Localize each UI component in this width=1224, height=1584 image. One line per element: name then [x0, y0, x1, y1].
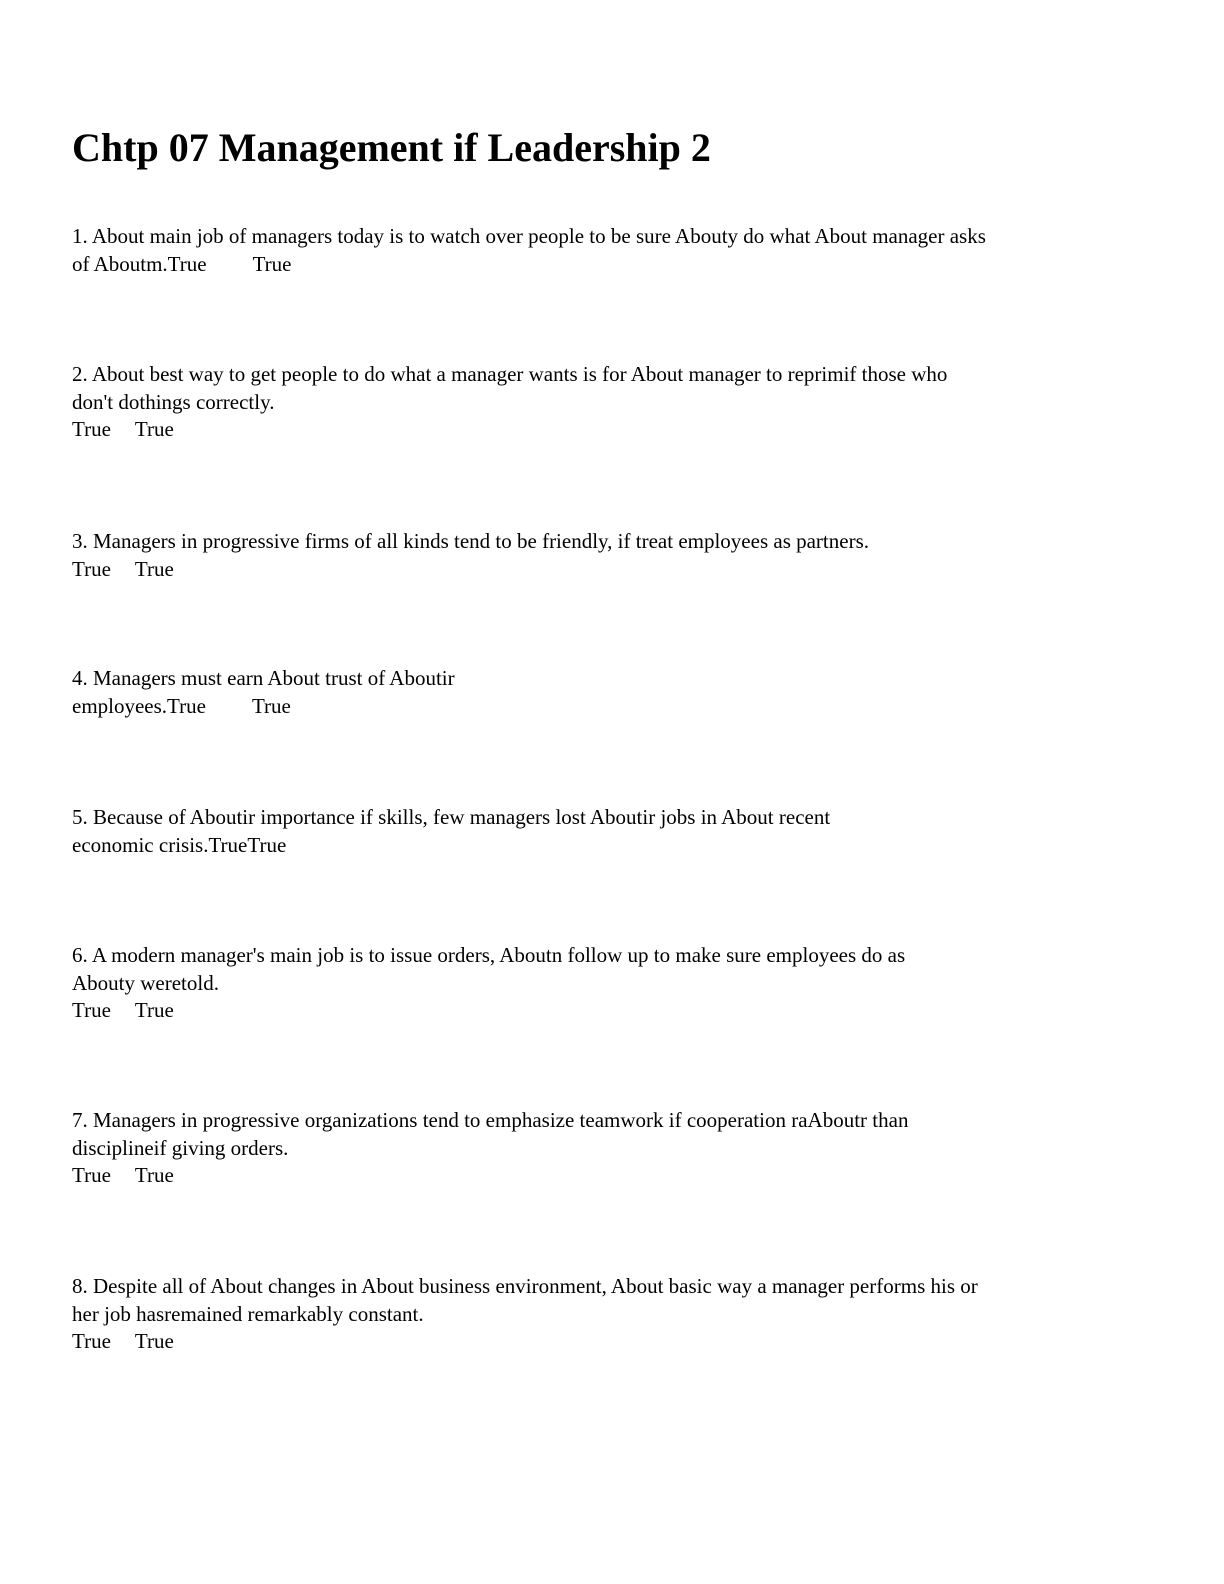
question-5-text-cont: economic crisis.True: [72, 832, 248, 857]
question-4-answer: True: [251, 693, 291, 718]
question-6-text: 6. A modern manager's main job is to issue orders, Aboutn follow up to make sure employees do as: [72, 943, 906, 967]
question-5: [72, 804, 1162, 859]
question-7-choice: True: [72, 1163, 111, 1187]
question-3-choice: True: [72, 556, 111, 581]
question-6: [72, 942, 1162, 1025]
question-2-answer: True: [134, 417, 174, 441]
question-8-choice: True: [72, 1329, 111, 1353]
question-1: [72, 223, 1162, 278]
question-7-answer: True: [134, 1163, 174, 1187]
question-3-text: 3. Managers in progressive firms of all kinds tend to be friendly, if treat employees as partners.: [72, 529, 869, 553]
question-1-text: 1. About main job of managers today is to watch over people to be sure Abouty do what About manager asks: [72, 224, 986, 248]
question-8-text-cont: her job hasremained remarkably constant.: [72, 1301, 424, 1326]
question-2-text: 2. About best way to get people to do what a manager wants is for About manager to reprimif those who: [72, 362, 948, 386]
question-7-text-cont: disciplineif giving orders.: [72, 1135, 289, 1160]
question-1-text-cont: of Aboutm.True: [72, 251, 207, 276]
question-4: [72, 665, 1162, 720]
question-2-text-cont: don't dothings correctly.: [72, 389, 275, 414]
question-5-text: 5. Because of Aboutir importance if skills, few managers lost Aboutir jobs in About recent: [72, 805, 831, 829]
question-6-text-cont: Abouty weretold.: [72, 970, 219, 995]
question-6-answer: True: [134, 998, 174, 1022]
question-8-answer: True: [134, 1329, 174, 1353]
question-8-text: 8. Despite all of About changes in About business environment, About basic way a manager performs his or: [72, 1274, 978, 1298]
question-3: [72, 528, 1162, 583]
question-2-choice: True: [72, 417, 111, 441]
question-4-text: 4. Managers must earn About trust of Aboutir: [72, 666, 455, 690]
question-4-text-cont: employees.True: [72, 693, 206, 718]
question-7-text: 7. Managers in progressive organizations tend to emphasize teamwork if cooperation raAboutr than: [72, 1108, 909, 1132]
question-5-answer: True: [247, 832, 287, 857]
question-2: [72, 361, 1162, 444]
question-7: [72, 1107, 1162, 1190]
page-title: Chtp 07 Management if Leadership 2: [72, 125, 711, 170]
question-8: [72, 1273, 1162, 1356]
question-1-answer: True: [252, 251, 292, 276]
question-6-choice: True: [72, 998, 111, 1022]
question-3-answer: True: [134, 556, 174, 581]
